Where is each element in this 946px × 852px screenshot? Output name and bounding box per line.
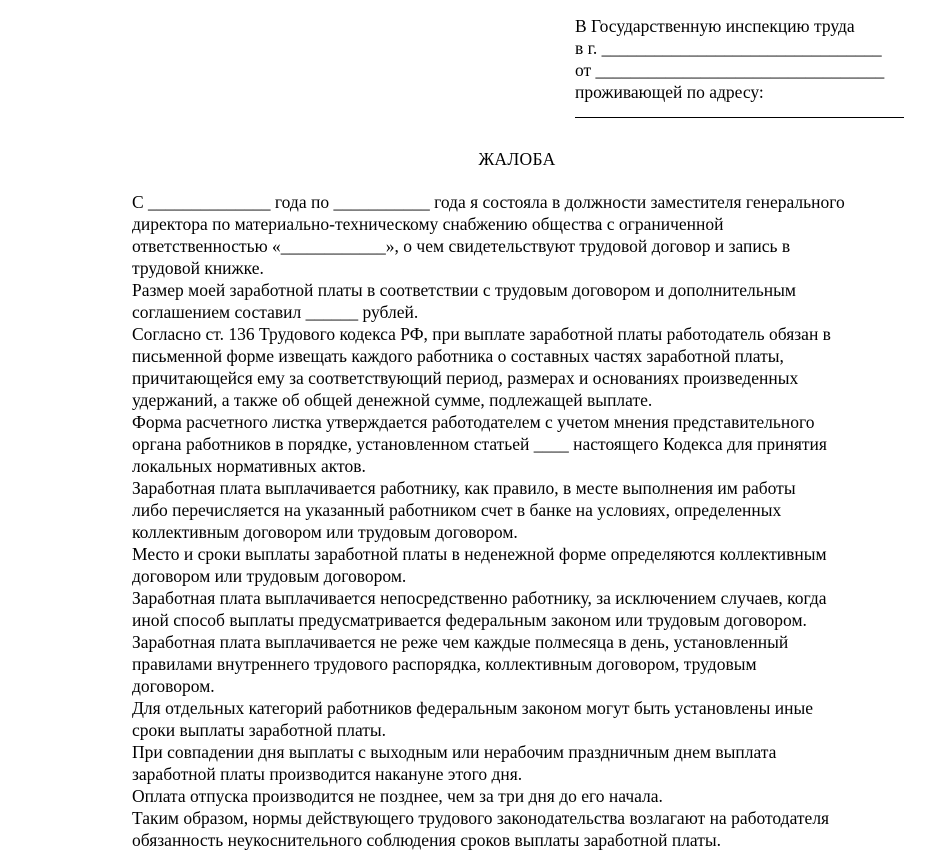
body-line: соглашением составил ______ рублей. (132, 302, 419, 322)
body-line: локальных нормативных актов. (132, 456, 366, 476)
document-title: ЖАЛОБА (478, 149, 556, 169)
body-line: Для отдельных категорий работников федеральным законом могут быть установлены иные (132, 698, 814, 718)
body-line: обязанность неукоснительного соблюдения сроков выплаты заработной платы. (132, 830, 722, 850)
body-line: Форма расчетного листка утверждается работодателем с учетом мнения представительного (132, 412, 815, 432)
body-line: письменной форме извещать каждого работника о составных частях заработной платы, (132, 346, 784, 366)
body-line: Заработная плата выплачивается не реже чем каждые полмесяца в день, установленный (132, 632, 789, 652)
document-body (132, 191, 902, 851)
body-line: иной способ выплаты предусматривается федеральным законом или трудовым договором. (132, 610, 807, 630)
body-line: органа работников в порядке, установленном статьей ____ настоящего Кодекса для принятия (132, 434, 827, 454)
body-line: правилами внутреннего трудового распорядка, коллективным договором, трудовым (132, 654, 757, 674)
body-line: Таким образом, нормы действующего трудового законодательства возлагают на работодателя (132, 808, 830, 828)
body-line: директора по материально-техническому снабжению общества с ограниченной (132, 214, 724, 234)
addressee-block (575, 15, 905, 118)
body-line: При совпадении дня выплаты с выходным или нерабочим праздничным днем выплата (132, 742, 777, 762)
body-line: Место и сроки выплаты заработной платы в неденежной форме определяются коллективным (132, 544, 827, 564)
body-line: удержаний, а также об общей денежной сумме, подлежащей выплате. (132, 390, 653, 410)
body-line: заработной платы производится накануне этого дня. (132, 764, 523, 784)
body-line: либо перечисляется на указанный работником счет в банке на условиях, определенных (132, 500, 782, 520)
address-blank-line (575, 103, 904, 118)
body-line: Размер моей заработной платы в соответствии с трудовым договором и дополнительным (132, 280, 796, 300)
body-line: причитающейся ему за соответствующий период, размерах и основаниях произведенных (132, 368, 799, 388)
body-line: Заработная плата выплачивается работнику, как правило, в месте выполнения им работы (132, 478, 796, 498)
sender-line: от _________________________________ (575, 60, 885, 80)
body-line: договором. (132, 676, 215, 696)
body-line: С ______________ года по ___________ года я состояла в должности заместителя генерального (132, 192, 845, 212)
body-line: Заработная плата выплачивается непосредственно работнику, за исключением случаев, когда (132, 588, 827, 608)
body-line: сроки выплаты заработной платы. (132, 720, 387, 740)
body-line: Согласно ст. 136 Трудового кодекса РФ, при выплате заработной платы работодатель обязан в (132, 324, 831, 344)
body-line: ответственностью «____________», о чем свидетельствуют трудовой договор и запись в (132, 236, 791, 256)
residence-label: проживающей по адресу: (575, 82, 764, 102)
body-line: Оплата отпуска производится не позднее, чем за три дня до его начала. (132, 786, 663, 806)
addressee-city-line: в г. ________________________________ (575, 38, 882, 58)
body-line: трудовой книжке. (132, 258, 264, 278)
body-line: коллективным договором или трудовым договором. (132, 522, 518, 542)
addressee-line: В Государственную инспекцию труда (575, 16, 855, 36)
body-line: договором или трудовым договором. (132, 566, 407, 586)
